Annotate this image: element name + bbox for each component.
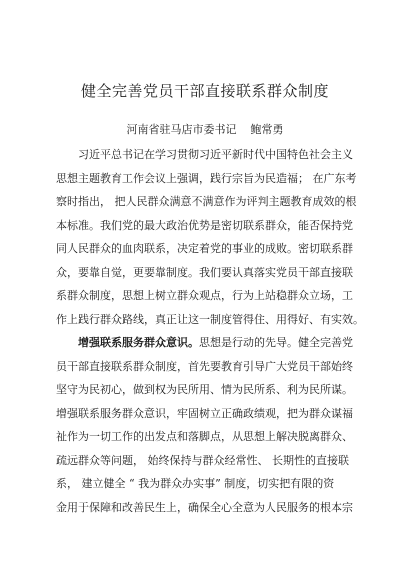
text-line bbox=[56, 496, 358, 520]
author-name: 鲍常勇 bbox=[250, 123, 284, 136]
text-line bbox=[56, 308, 364, 332]
line-text: 坚守为民初心，做到权为民所用、情为民所系、利为民所谋。 bbox=[56, 383, 353, 396]
text-line bbox=[56, 167, 358, 191]
section-heading: 增强联系服务群众意识。 bbox=[78, 336, 199, 349]
text-line bbox=[56, 378, 358, 402]
text-line bbox=[56, 331, 358, 355]
text-line bbox=[56, 190, 358, 214]
line-text: 习近平总书记在学习贯彻习近平新时代中国特色社会主义 bbox=[78, 148, 353, 161]
text-line bbox=[56, 355, 358, 379]
line-text: 祉作为一切工作的出发点和落脚点，从思想上解决脱离群众、 bbox=[56, 430, 353, 443]
line-text: 思想主题教育工作会议上强调，践行宗旨为民造福； 在广东考 bbox=[56, 171, 357, 185]
line-text: 系， 建立健全 “ 我为群众办实事” 制度，切实把有限的资 bbox=[56, 477, 335, 490]
text-line bbox=[56, 472, 358, 496]
text-line bbox=[56, 449, 358, 473]
text-line bbox=[56, 261, 358, 285]
text-line bbox=[56, 402, 358, 426]
author-position: 河南省驻马店市委书记 bbox=[126, 123, 237, 136]
line-text: 金用于保障和改善民生上，确保全心全意为人民服务的根本宗 bbox=[56, 500, 353, 514]
line-text: 增强联系服务群众意识，牢固树立正确政绩观，把为群众谋福 bbox=[56, 406, 353, 420]
byline bbox=[0, 121, 410, 137]
line-text: 察时指出， 把人民群众满意不满意作为评判主题教育成效的根 bbox=[56, 195, 357, 208]
text-line bbox=[56, 284, 358, 308]
line-text: 同人民群众的血肉联系，决定着党的事业的成败。密切联系群 bbox=[56, 242, 353, 255]
line-text: 系群众制度，思想上树立群众观点，行为上站稳群众立场，工 bbox=[56, 289, 353, 302]
line-text: 作上践行群众路线，真正让这一制度管得住、用得好、有实效。 bbox=[56, 312, 364, 326]
text-line bbox=[56, 425, 358, 449]
document-title: 健全完善党员干部直接联系群众制度 bbox=[80, 82, 329, 100]
text-line bbox=[56, 237, 358, 261]
text-line bbox=[56, 214, 358, 238]
text-line bbox=[56, 143, 358, 167]
line-text: 众，要靠自觉，更要靠制度。我们要认真落实党员干部直接联 bbox=[56, 265, 353, 279]
line-text: 疏远群众等问题， 始终保持与群众经常性、 长期性的直接联 bbox=[56, 453, 349, 467]
line-text: 员干部直接联系群众制度，首先要教育引导广大党员干部始终 bbox=[56, 359, 353, 373]
line-text: 思想是行动的先导。健全完善党 bbox=[199, 336, 353, 349]
line-text: 本标准。我们党的最大政治优势是密切联系群众，能否保持党 bbox=[56, 218, 353, 232]
article-body bbox=[56, 143, 364, 519]
